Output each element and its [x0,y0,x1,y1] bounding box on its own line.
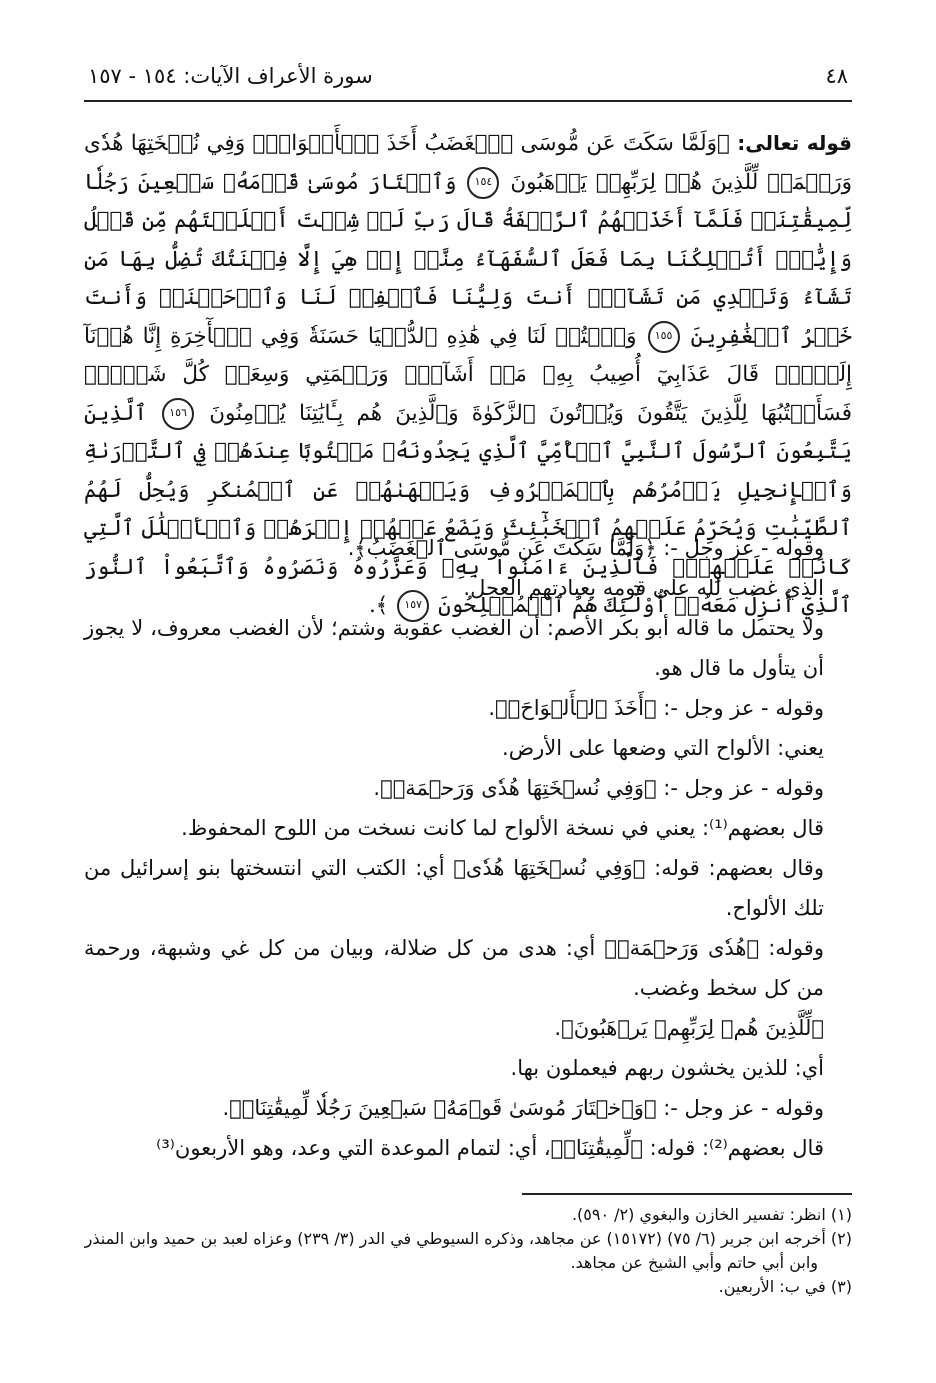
footnotes [84,1203,852,1299]
verse-marker-157: ١٥٧ [397,590,429,622]
verse-marker-154: ١٥٤ [467,167,499,199]
commentary-paragraph: الذي غضب لله على قومه بعبادتهم العجل. [463,576,824,600]
footnote-2: (٢) أخرجه ابن جرير (٦/ ٧٥) (١٥١٧٢) عن مجاهد، وذكره السيوطي في الدر (٣/ ٢٣٩) وعزاه لعبد بن حميد وابن المنذر وابن أبي حاتم وأبي الشيخ عن مجاهد. [84,1229,852,1272]
commentary-paragraph: وقوله - عز وجل -: ﴿وَٱخۡتَارَ مُوسَىٰ قَوۡمَهُۥ سَبۡعِينَ رَجُلٗا لِّمِيقَٰتِنَاۖ﴾. [222,1096,824,1120]
page-header [84,58,852,102]
commentary-paragraph: يعني: الألواح التي وضعها على الأرض. [502,736,824,760]
commentary-paragraph: وقوله - عز وجل -: ﴿وَفِي نُسۡخَتِهَا هُدٗى وَرَحۡمَةٞ﴾. [373,776,824,800]
verse-marker-156: ١٥٦ [162,398,194,430]
verse-text-154: ﴿وَلَمَّا سَكَتَ عَن مُّوسَى ٱلۡغَضَبُ أَخَذَ ٱلۡأَلۡوَاحَۖ وَفِي نُسۡخَتِهَا هُدٗى وَرَحۡمَةٞ لِّلَّذِينَ هُمۡ لِرَبِّهِمۡ يَرۡهَبُونَ [84,131,852,195]
verse-text-155: وَٱخۡتَارَ مُوسَىٰ قَوۡمَهُۥ سَبۡعِينَ رَجُلٗا لِّمِيقَٰتِنَاۖ فَلَمَّآ أَخَذَتۡهُمُ ٱلرَّجۡفَةُ قَالَ رَبِّ لَوۡ شِئۡتَ أَهۡلَكۡتَهُم مِّن قَبۡلُ وَإِيَّٰيَۖ أَتُهۡلِكُنَا بِمَا فَعَلَ ٱلسُّفَهَآءُ مِنَّآۖ إِنۡ هِيَ إِلَّا فِتۡنَتُكَ تُضِلُّ بِهَا مَن تَشَآءُ وَتَهۡدِي مَن تَشَآءُۖ أَنتَ وَلِيُّنَا فَٱغۡفِرۡ لَنَا وَٱرۡحَمۡنَاۖ وَأَنتَ خَيۡرُ ٱلۡغَٰفِرِينَ [84,169,852,349]
running-title: سورة الأعراف الآيات: ١٥٤ - ١٥٧ [88,64,373,88]
commentary [84,528,852,1168]
commentary-paragraph: وقال بعضهم: قوله: ﴿وَفِي نُسۡخَتِهَا هُدٗى﴾ أي: الكتب التي انتسختها بنو إسرائيل من تلك الألواح. [84,856,824,920]
commentary-paragraph: ﴿لِّلَّذِينَ هُمۡ لِرَبِّهِمۡ يَرۡهَبُونَ﴾. [554,1016,824,1040]
commentary-paragraph: قال بعضهم⁽¹⁾: يعني في نسخة الألواح لما كانت نسخت من اللوح المحفوظ. [181,816,824,840]
footnote-1: (١) انظر: تفسير الخازن والبغوي (٢/ ٥٩٠). [571,1205,852,1224]
commentary-paragraph: أي: للذين يخشون ربهم فيعملون بها. [510,1056,824,1080]
commentary-paragraph: ولا يحتمل ما قاله أبو بكر الأصم: أن الغضب عقوبة وشتم؛ لأن الغضب معروف، لا يجوز أن يتأول ما قال هو. [84,616,824,680]
commentary-paragraph: قال بعضهم⁽²⁾: قوله: ﴿لِّمِيقَٰتِنَاۖ﴾، أي: لتمام الموعدة التي وعد، وهو الأربعون⁽³⁾ [156,1136,824,1160]
passage-end: ﴾. [368,593,389,618]
verse-text-156: وَٱكۡتُبۡ لَنَا فِي هَٰذِهِ ٱلدُّنۡيَا حَسَنَةٗ وَفِي ٱلۡأٓخِرَةِ إِنَّا هُدۡنَآ إِلَيۡكَۚ قَالَ عَذَابِيٓ أُصِيبُ بِهِۦ مَنۡ أَشَآءُۖ وَرَحۡمَتِي وَسِعَتۡ كُلَّ شَيۡءٖۚ فَسَأَكۡتُبُهَا لِلَّذِينَ يَتَّقُونَ وَيُؤۡتُونَ ٱلزَّكَوٰةَ وَٱلَّذِينَ هُم بِـَٔايَٰتِنَا يُؤۡمِنُونَ [84,323,852,426]
commentary-paragraph: وقوله - عز وجل -: ﴿وَلَمَّا سَكَتَ عَن مُّوسَى ٱلۡغَضَبُ﴾. [347,536,824,560]
footnote-3: (٣) في ب: الأربعين. [718,1277,852,1296]
verse-text-157: ٱلَّذِينَ يَتَّبِعُونَ ٱلرَّسُولَ ٱلنَّبِيَّ ٱلۡأُمِّيَّ ٱلَّذِي يَجِدُونَهُۥ مَكۡتُوبًا عِندَهُمۡ فِي ٱلتَّوۡرَىٰةِ وَٱلۡإِنجِيلِ يَأۡمُرُهُم بِٱلۡمَعۡرُوفِ وَيَنۡهَىٰهُمۡ عَنِ ٱلۡمُنكَرِ وَيُحِلُّ لَهُمُ ٱلطَّيِّبَٰتِ وَيُحَرِّمُ عَلَيۡهِمُ ٱلۡخَبَٰٓئِثَ وَيَضَعُ عَنۡهُمۡ إِصۡرَهُمۡ وَٱلۡأَغۡلَٰلَ ٱلَّتِي كَانَتۡ عَلَيۡهِمۡۚ فَٱلَّذِينَ ءَامَنُواْ بِهِۦ وَعَزَّرُوهُ وَنَصَرُوهُ وَٱتَّبَعُواْ ٱلنُّورَ ٱلَّذِيٓ أُنزِلَ مَعَهُۥٓ أُوْلَٰٓئِكَ هُمُ ٱلۡمُفۡلِحُونَ [84,400,852,618]
passage-lead: قوله تعالى: [737,131,852,155]
commentary-paragraph: وقوله: ﴿هُدٗى وَرَحۡمَةٞ﴾ أي: هدى من كل ضلالة، وبيان من كل غي وشبهة، ورحمة من كل سخط وغضب. [84,936,824,1000]
verse-marker-155: ١٥٥ [648,321,680,353]
footnote-divider [522,1193,852,1195]
page-number: ٤٨ [825,64,848,88]
commentary-paragraph: وقوله - عز وجل -: ﴿أَخَذَ ٱلۡأَلۡوَاحَۖ﴾. [488,696,824,720]
